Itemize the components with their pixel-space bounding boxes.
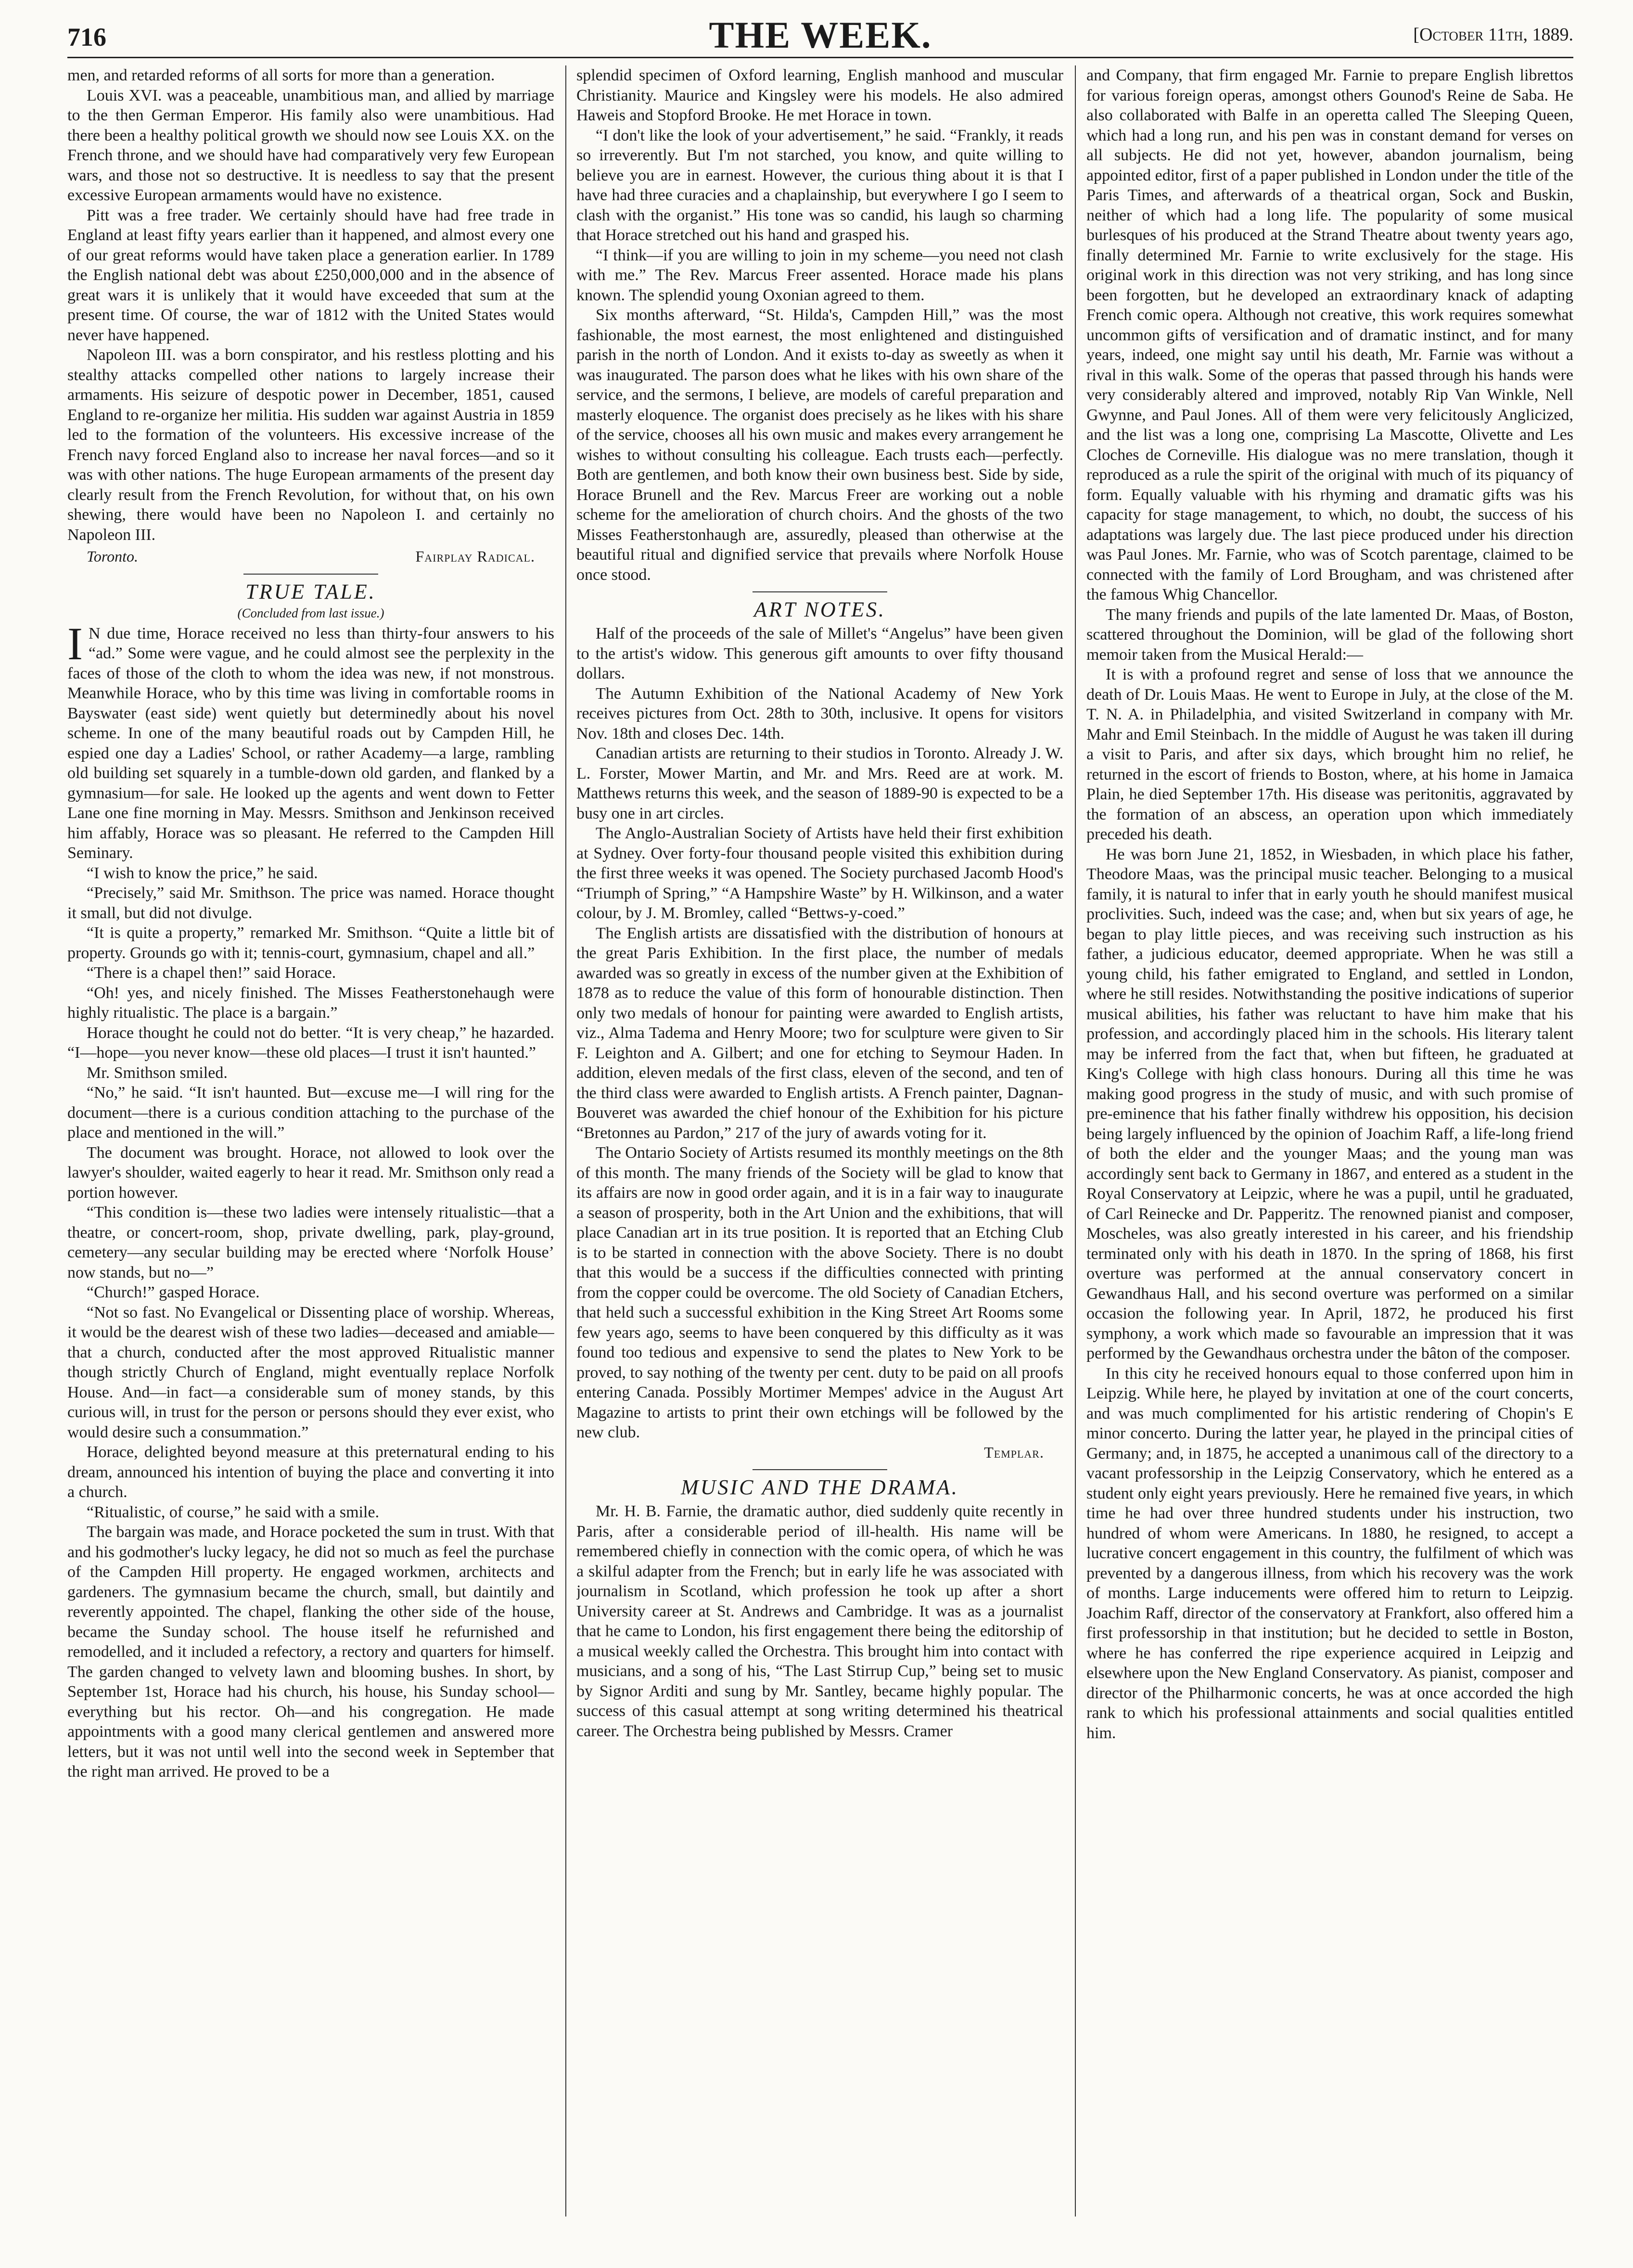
paragraph: “It is quite a property,” remarked Mr. Smithson. “Quite a little bit of property. Grounds go with it; tennis-court, gymnasium, chapel and all.”	[67, 924, 554, 962]
paragraph: “Oh! yes, and nicely finished. The Misses Featherstonehaugh were highly ritualistic. The place is a bargain.”	[67, 984, 554, 1022]
paragraph: The English artists are dissatisfied with the distribution of honours at the great Paris Exhibition. In the first place, the number of medals awarded was so greatly in excess of the number given at the Exhibition of 1878 as to reduce the value of this form of honourable distinction. Then only two medals of honour for painting were awarded to English artists, viz., Alma Tadema and Henry Moore; two for sculpture were given to Sir F. Leighton and A. Gilbert; and one for etching to Seymour Haden. In addition, eleven medals of the first class, eleven of the second, and ten of the third class were awarded to English artists. A French painter, Dagnan-Bouveret was awarded the chief honour of the Exhibition for his picture “Bretonnes au Pardon,” 217 of the jury of awards voting for it.	[576, 924, 1063, 1142]
page-number: 716	[67, 23, 106, 51]
paragraph: Mr. H. B. Farnie, the dramatic author, died suddenly quite recently in Paris, after a considerable period of ill-health. His name will be remembered chiefly in connection with the comic opera, of which he was a skilful adapter from the French; but in early life he was associated with journalism in Scotland, which profession he took up after a short University career at St. Andrews and Cambridge. It was as a journalist that he came to London, his first engagement there being the editorship of a musical weekly called the Orchestra. This brought him into contact with musicians, and a song of his, “The Last Stirrup Cup,” being set to music by Signor Arditi and sung by Mr. Santley, became highly popular. The success of this casual attempt at song writing determined his theatrical career. The Orchestra being published by Messrs. Cramer	[576, 1502, 1063, 1740]
masthead-title: THE WEEK.	[709, 14, 932, 56]
paragraph: “I don't like the look of your advertisement,” he said. “Frankly, it reads so irreverently. But I'm not starched, you know, and quite willing to believe you are in earnest. However, the curious thing about it is that I have had three curacies and a chaplainship, but everywhere I go I seem to clash with the organist.” His tone was so candid, his laugh so charming that Horace stretched out his hand and grasped his.	[576, 126, 1063, 244]
signature-name: Fairplay Radical.	[415, 548, 535, 565]
paragraph: Half of the proceeds of the sale of Millet's “Angelus” have been given to the artist's widow. This generous gift amounts to over fifty thousand dollars.	[576, 625, 1063, 682]
paragraph: Louis XVI. was a peaceable, unambitious man, and allied by marriage to the then German Emperor. His family also were unambitious. Had there been a healthy political growth we should now see Louis XX. on the French throne, and we should have had comparatively very few European wars, and those not so destructive. It is needless to say that the present excessive European armaments would have no existence.	[67, 86, 554, 204]
paragraph: It is with a profound regret and sense of loss that we announce the death of Dr. Louis Maas. He went to Europe in July, at the close of the M. T. N. A. in Philadelphia, and visited Switzerland in company with Mr. Mahr and Emil Steinbach. In the middle of August he was taken ill during a visit to Paris, and after six days, which brought him no relief, he returned in the escort of friends to Boston, where, at his home in Jamaica Plain, he died September 17th. His disease was peritonitis, aggravated by the formation of an abscess, an operation upon which immediately preceded his death.	[1086, 666, 1573, 843]
paragraph: The Anglo-Australian Society of Artists have held their first exhibition at Sydney. Over forty-four thousand people visited this exhibition during the first three weeks it was opened. The Society purchased Jacomb Hood's “Triumph of Spring,” “A Hampshire Waste” by H. Wilkinson, and a water colour, by J. M. Bromley, called “Bettws-y-coed.”	[576, 824, 1063, 922]
running-head	[67, 13, 1573, 57]
section-title-music-drama: MUSIC AND THE DRAMA.	[681, 1475, 959, 1499]
header-rule	[67, 57, 1573, 58]
paragraph: He was born June 21, 1852, in Wiesbaden, in which place his father, Theodore Maas, was the principal music teacher. Belonging to a musical family, it is natural to infer that in early youth he should manifest musical proclivities. Such, indeed was the case; and, when but six years of age, he began to play little pieces, and was receiving such instruction as his father, a judicious educator, deemed appropriate. When he was still a young child, his father emigrated to England, and settled in London, where he still resides. Notwithstanding the positive indications of superior musical abilities, his father was reluctant to have him make that his profession, and accordingly placed him in the schools. His literary talent may be inferred from the fact that, when but fifteen, he graduated at King's College with high class honours. During all this time he was making good progress in the study of music, and with such promise of pre-eminence that his father finally withdrew his opposition, his decision being largely influenced by the opinion of Joachim Raff, a life-long friend of both the elder and the younger Maas; and the young man was accordingly sent back to Germany in 1867, and entered as a student in the Royal Conservatory at Leipzic, where he was a pupil, until he graduated, of Carl Reinecke and Dr. Papperitz. The renowned pianist and composer, Moscheles, was also greatly interested in his career, and his friendship terminated only with his death in 1870. In the spring of 1868, his first overture was performed at the annual conservatory concert in Gewandhaus Hall, and his second overture was performed on a similar occasion the following year. In April, 1872, he produced his first symphony, a work which made so favourable an impression that it was performed by the Gewandhaus orchestra under the bâton of the composer.	[1086, 845, 1573, 1362]
signature-place: Toronto.	[87, 548, 139, 565]
section-divider	[753, 591, 887, 592]
paragraph: men, and retarded reforms of all sorts for more than a generation.	[67, 66, 495, 84]
paragraph: “This condition is—these two ladies were intensely ritualistic—that a theatre, or concert-room, shop, private dwelling, park, play-ground, cemetery—any secular building may be erected where ‘Norfolk House’ now stands, but no—”	[67, 1204, 554, 1281]
paragraph: The bargain was made, and Horace pocketed the sum in trust. With that and his godmother's lucky legacy, he did not so much as feel the purchase of the Campden Hill property. He engaged workmen, architects and gardeners. The gymnasium became the church, small, but daintily and reverently appointed. The chapel, flanking the other side of the house, became the Sunday school. The house itself he refurnished and remodelled, and it included a refectory, a rectory and quarters for himself. The garden changed to velvety lawn and blooming bushes. In short, by September 1st, Horace had his church, his house, his Sunday school—everything but his rector. Oh—and his congregation. He made appointments with a good many clerical gentlemen and answered more letters, but it was not until well into the second week in September that the right man arrived. He proved to be a	[67, 1523, 554, 1781]
section-title-true-tale: TRUE TALE.	[245, 579, 376, 603]
section-divider	[753, 1469, 887, 1470]
paragraph	[67, 617, 554, 863]
paragraph: “I wish to know the price,” he said.	[87, 864, 318, 882]
paragraph: The document was brought. Horace, not allowed to look over the lawyer's shoulder, waited eagerly to hear it read. Mr. Smithson only read a portion however.	[67, 1143, 554, 1202]
paragraph: Canadian artists are returning to their studios in Toronto. Already J. W. L. Forster, Mower Martin, and Mr. and Mrs. Reed are at work. M. Matthews returns this week, and the season of 1889-90 is expected to be a busy one in art circles.	[576, 744, 1063, 822]
drop-cap: I	[67, 617, 83, 669]
paragraph: Six months afterward, “St. Hilda's, Campden Hill,” was the most fashionable, the most earnest, the most enlightened and distinguished parish in the north of London. And it exists to-day as sweetly as when it was inaugurated. The parson does what he likes with his own share of the service, and the sermons, I believe, are models of careful preparation and masterly eloquence. The organist does precisely as he likes with his share of the service, chooses all his own music and makes every arrangement he wishes to without consulting his colleague. Each trusts each—perfectly. Both are gentlemen, and both know their own business best. Side by side, Horace Brunell and the Rev. Marcus Freer are working out a noble scheme for the amelioration of church choirs. And the ghosts of the two Misses Featherstonhaugh are, assuredly, pleased than otherwise at the beautiful ritual and dignified service that prevails where Norfolk House once stood.	[576, 306, 1063, 584]
paragraph: Horace, delighted beyond measure at this preternatural ending to his dream, announced his intention of buying the place and converting it into a church.	[67, 1443, 554, 1501]
column-2	[576, 65, 1063, 2226]
paragraph: “Church!” gasped Horace.	[87, 1283, 260, 1301]
paragraph: “Precisely,” said Mr. Smithson. The price was named. Horace thought it small, but did not divulge.	[67, 884, 554, 922]
continuation-note: (Concluded from last issue.)	[237, 605, 384, 620]
paragraph: splendid specimen of Oxford learning, English manhood and muscular Christianity. Maurice and Kingsley were his models. He also admired Haweis and Stopford Brooke. He met Horace in town.	[576, 66, 1063, 124]
issue-date: [October 11th, 1889.	[1413, 25, 1573, 45]
paragraph: “There is a chapel then!” said Horace.	[87, 964, 336, 982]
paragraph: and Company, that firm engaged Mr. Farnie to prepare English librettos for various foreign operas, amongst others Gounod's Reine de Saba. He also collaborated with Balfe in an operetta called The Sleeping Queen, which had a long run, and his pen was in constant demand for verses on all subjects. He did not yet, however, abandon journalism, being appointed editor, first of a paper published in London under the title of the Paris Times, and afterwards of a theatrical organ, Sock and Buskin, neither of which had a long life. The popularity of some musical burlesques of his produced at the Strand Theatre about twenty years ago, finally determined Mr. Farnie to write exclusively for the stage. His original work in this direction was not very striking, and has long since been forgotten, but he developed an extraordinary knack of adapting French comic opera. Although not creative, this work requires somewhat uncommon gifts of versification and of dramatic instinct, and for many years, indeed, one might say until his death, Mr. Farnie was without a rival in this walk. Some of the operas that passed through his hands were very considerably altered and improved, notably Rip Van Winkle, Nell Gwynne, and Paul Jones. All of them were very felicitously Anglicized, and the list was a long one, comprising La Mascotte, Olivette and Les Cloches de Corneville. His dialogue was no mere translation, though it reproduced as a rule the spirit of the original with much of its piquancy of form. Equally valuable with his rhyming and dramatic gifts was his capacity for stage management, to which, no doubt, the success of his adaptations was largely due. The last piece produced under his direction was Paul Jones. Mr. Farnie, who was of Scotch parentage, claimed to be connected with the family of Lord Brougham, and was christened after the famous Whig Chancellor.	[1086, 66, 1573, 603]
paragraph: Pitt was a free trader. We certainly should have had free trade in England at least fifty years earlier than it happened, and almost every one of our great reforms would have taken place a generation earlier. In 1789 the English national debt was about £250,000,000 and in the absence of great wars it is unlikely that it would have exceeded that sum at the present time. Of course, the war of 1812 with the United States would never have happened.	[67, 206, 554, 344]
paragraph: “I think—if you are willing to join in my scheme—you need not clash with me.” The Rev. Marcus Freer assented. Horace made his plans known. The splendid young Oxonian agreed to them.	[576, 246, 1063, 304]
paragraph-text: N due time, Horace received no less than thirty-four answers to his “ad.” Some were vague, and he could almost see the perplexity in the faces of those of the cloth to whom the idea was new, if not monstrous. Meanwhile Horace, who by this time was living in comfortable rooms in Bayswater (east side) went quietly but determinedly about his novel scheme. In one of the many beautiful roads out by Campden Hill, he espied one day a Ladies' School, or rather Academy—a large, rambling old building set squarely in a tumble-down old garden, and flanked by a gymnasium—for sale. He looked up the agents and went down to Fetter Lane one fine morning in May. Messrs. Smithson and Jenkinson received him affably, Horace was so pleasant. He referred to the Campden Hill Seminary.	[67, 624, 554, 862]
paragraph: Napoleon III. was a born conspirator, and his restless plotting and his stealthy attacks compelled other nations to largely increase their armaments. His seizure of despotic power in December, 1851, caused England to re-organize her militia. His sudden war against Austria in 1859 led to the formation of the volunteers. His excessive increase of the French navy forced England also to increase her naval forces—and so it was with other nations. The huge European armaments of the present day clearly result from the French Revolution, for without that, on his own shewing, there would have been no Napoleon I. and certainly no Napoleon III.	[67, 346, 554, 544]
section-title-art-notes: ART NOTES.	[754, 598, 886, 621]
paragraph: In this city he received honours equal to those conferred upon him in Leipzig. While here, he played by invitation at one of the court concerts, and was much complimented for his artistic rendering of Chopin's E minor concerto. During the latter year, he played in the principal cities of Germany; and, in 1875, he accepted a unanimous call of the directory to a vacant professorship in the Leipzig Conservatory, which he entered as a student only eight years previously. Here he remained five years, in which time he had over three hundred students under his instruction, two hundred of whom were Americans. In 1880, he resigned, to accept a lucrative concert engagement in this country, the fulfilment of which was prevented by a dangerous illness, from which his recovery was the work of months. Large inducements were offered him to return to Leipzig. Joachim Raff, director of the conservatory at Frankfort, also offered him a first professorship in that institution; but he decided to settle in Boston, where he has conferred the ripe experience acquired in Leipzig and elsewhere upon the New England Conservatory. As pianist, composer and director of the Philharmonic concerts, he was at once accorded the high rank to which his professional attainments and social qualities entitled him.	[1086, 1364, 1573, 1742]
column-rule	[565, 65, 566, 2217]
paragraph: The Ontario Society of Artists resumed its monthly meetings on the 8th of this month. The many friends of the Society will be glad to know that its affairs are now in good order again, and it is in a fair way to inaugurate a season of prosperity, both in the Art Union and the exhibitions, that will place Canadian art in its true position. It is reported that an Etching Club is to be started in connection with the above Society. There is no doubt that this would be a success if the difficulties connected with printing from the copper could be overcome. The old Society of Canadian Etchers, that held such a successful exhibition in the King Street Art Rooms some few years ago, seems to have been conquered by this difficulty as it was found too tedious and expensive to send the plates to New York to be proved, to say nothing of the twenty per cent. duty to be paid on all proofs entering Canada. Possibly Mortimer Mempes' advice in the August Art Magazine to artists to print their own etchings will be followed by the new club.	[576, 1144, 1063, 1441]
paragraph: The Autumn Exhibition of the National Academy of New York receives pictures from Oct. 28th to 30th, inclusive. It opens for visitors Nov. 18th and closes Dec. 14th.	[576, 684, 1063, 743]
paragraph: The many friends and pupils of the late lamented Dr. Maas, of Boston, scattered throughout the Dominion, will be glad of the following short memoir taken from the Musical Herald:—	[1086, 605, 1573, 664]
column-rule	[1075, 65, 1076, 2217]
art-notes-signature: Templar.	[984, 1443, 1044, 1461]
column-1	[67, 65, 554, 2226]
paragraph: Mr. Smithson smiled.	[87, 1064, 228, 1082]
paragraph: Horace thought he could not do better. “It is very cheap,” he hazarded. “I—hope—you never know—these old places—I trust it isn't haunted.”	[67, 1024, 554, 1062]
section-divider	[243, 574, 378, 575]
letter-signature	[67, 547, 554, 567]
paragraph: “No,” he said. “It isn't haunted. But—excuse me—I will ring for the document—there is a curious condition attaching to the purchase of the place and mentioned in the will.”	[67, 1084, 554, 1141]
paragraph: “Not so fast. No Evangelical or Dissenting place of worship. Whereas, it would be the dearest wish of these two ladies—deceased and amiable—that a church, conducted after the most approved Ritualistic manner though strictly Church of England, might eventually replace Norfolk House. And—in fact—a considerable sum of money stands, by this curious will, in trust for the person or persons should they ever exist, who would desire such a consummation.”	[67, 1303, 554, 1441]
paragraph: “Ritualistic, of course,” he said with a smile.	[87, 1503, 380, 1521]
column-3	[1086, 65, 1573, 2226]
